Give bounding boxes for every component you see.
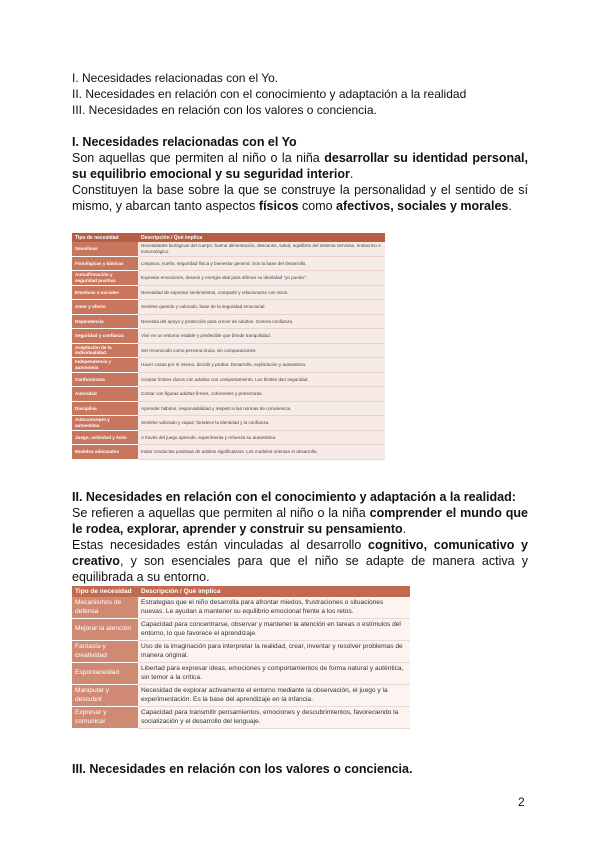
need-description-cell: Hacer cosas por sí mismo, decidir y probar. Desarrollo, exploración y autoestima. bbox=[138, 358, 385, 373]
table-row bbox=[72, 314, 385, 329]
need-type-cell: Amor y afecto bbox=[72, 300, 138, 315]
header-description: Descripción / Qué implica bbox=[138, 233, 385, 242]
toc-item-2: II. Necesidades en relación con el conocimiento y adaptación a la realidad bbox=[72, 87, 467, 101]
table-row bbox=[72, 343, 385, 358]
need-description-cell: Necesita del apoyo y protección para crecer de adultos. Genera confianza. bbox=[138, 314, 385, 329]
need-description-cell: Libertad para expresar ideas, emociones y comportamientos de forma natural y auténtica, sin temor a la crítica. bbox=[138, 663, 410, 685]
need-type-cell: Espontaneidad bbox=[72, 663, 138, 685]
need-type-cell: Manipular y descubrir bbox=[72, 685, 138, 707]
need-type-cell: Autoafirmación y seguridad positiva bbox=[72, 271, 138, 286]
need-type-cell: Autoridad bbox=[72, 387, 138, 402]
page-number: 2 bbox=[518, 795, 525, 809]
need-type-cell: Conformismo bbox=[72, 372, 138, 387]
table-row bbox=[72, 707, 410, 729]
section-1 bbox=[72, 134, 528, 214]
need-description-cell: Aceptar límites claros con adultos con comportamiento. Los límites dan seguridad. bbox=[138, 372, 385, 387]
toc-item-3: III. Necesidades en relación con los valores o conciencia. bbox=[72, 103, 377, 117]
need-type-cell: Disciplina bbox=[72, 401, 138, 416]
needs-self-table bbox=[72, 233, 385, 460]
need-description-cell: A través del juego aprende, experimenta y refuerza su autoestima. bbox=[138, 430, 385, 445]
table-row bbox=[72, 372, 385, 387]
header-type: Tipo de necesidad bbox=[72, 233, 138, 242]
section-1-paragraph-2: Constituyen la base sobre la que se construye la personalidad y el sentido de sí mismo, y abarcan tanto aspectos físicos como afectivos, sociales y morales. bbox=[72, 183, 528, 213]
table-of-contents bbox=[72, 70, 466, 118]
need-description-cell: Capacidad para concentrarse, observar y mantener la atención en tareas o estímulos del entorno, lo que favorece el aprendizaje. bbox=[138, 619, 410, 641]
table-row bbox=[72, 242, 385, 256]
need-description-cell: Uso de la imaginación para interpretar la realidad, crear, inventar y resolver problemas de manera original. bbox=[138, 641, 410, 663]
table-row bbox=[72, 300, 385, 315]
need-description-cell: Limpieza, sueño, seguridad física y bienestar general. Son la base del desarrollo. bbox=[138, 256, 385, 271]
need-description-cell: Necesidades biológicas del cuerpo: buena alimentación, descanso, salud, equilibrio del sistema nervioso, endocrino e inmunológico. bbox=[138, 242, 385, 256]
section-3 bbox=[72, 761, 528, 777]
table-header-row bbox=[72, 586, 410, 597]
header-type: Tipo de necesidad bbox=[72, 586, 138, 597]
need-type-cell: Mejorar la atención bbox=[72, 619, 138, 641]
table-row bbox=[72, 430, 385, 445]
need-description-cell: Capacidad para transmitir pensamientos, emociones y descubrimientos, favoreciendo la socialización y el desarrollo del lenguaje. bbox=[138, 707, 410, 729]
section-2-paragraph-1: Se refieren a aquellas que permiten al niño o la niña comprender el mundo que le rodea, explorar, aprender y construir su pensamiento. bbox=[72, 506, 528, 536]
need-type-cell: Dependencia bbox=[72, 314, 138, 329]
table-row bbox=[72, 387, 385, 402]
section-1-heading: I. Necesidades relacionadas con el Yo bbox=[72, 135, 297, 149]
need-type-cell: Mecanismos de defensa bbox=[72, 597, 138, 619]
section-1-paragraph-1: Son aquellas que permiten al niño o la niña desarrollar su identidad personal, su equilibrio emocional y su seguridad interior. bbox=[72, 151, 528, 181]
need-description-cell: Necesidad de explorar activamente el entorno mediante la observación, el juego y la experimentación. Es la base del aprendizaje en la infancia. bbox=[138, 685, 410, 707]
table-row bbox=[72, 285, 385, 300]
table-header-row bbox=[72, 233, 385, 242]
table-body bbox=[72, 597, 410, 729]
table-row bbox=[72, 619, 410, 641]
section-3-heading: III. Necesidades en relación con los valores o conciencia. bbox=[72, 762, 413, 776]
need-description-cell: Ser reconocido como persona única, sin comparaciones. bbox=[138, 343, 385, 358]
need-type-cell: Seguridad y confianza bbox=[72, 329, 138, 344]
table-row bbox=[72, 416, 385, 431]
table-body bbox=[72, 242, 385, 459]
section-2-heading: II. Necesidades en relación con el conocimiento y adaptación a la realidad: bbox=[72, 490, 516, 504]
need-type-cell: Autoconcepto y autoestima bbox=[72, 416, 138, 431]
table-row bbox=[72, 641, 410, 663]
table-row bbox=[72, 401, 385, 416]
need-type-cell: Expresar y comunicar bbox=[72, 707, 138, 729]
need-description-cell: Contar con figuras adultas firmes, coherentes y protectoras. bbox=[138, 387, 385, 402]
section-2 bbox=[72, 489, 528, 585]
table-row bbox=[72, 256, 385, 271]
table-row bbox=[72, 358, 385, 373]
need-type-cell: Aceptación de la individualidad bbox=[72, 343, 138, 358]
need-description-cell: Expresar emociones, deseos y energía vital para afirmar su identidad "yo puedo". bbox=[138, 271, 385, 286]
need-description-cell: Necesidad de expresar sentimientos, compartir y relacionarse con otros. bbox=[138, 285, 385, 300]
need-type-cell: Independencia y autonomía bbox=[72, 358, 138, 373]
need-type-cell: Fantasía y creatividad bbox=[72, 641, 138, 663]
need-type-cell: Sensitivas bbox=[72, 242, 138, 256]
section-2-paragraph-2: Estas necesidades están vinculadas al desarrollo cognitivo, comunicativo y creativo, y son esenciales para que el niño se adapte de manera activa y equilibrada a su entorno. bbox=[72, 538, 528, 584]
need-type-cell: Fisiológicas y básicas bbox=[72, 256, 138, 271]
table-row bbox=[72, 685, 410, 707]
need-description-cell: Sentirse valorado y capaz; fortalece la identidad y la confianza. bbox=[138, 416, 385, 431]
table-row bbox=[72, 271, 385, 286]
need-type-cell: Juego, actividad y éxito bbox=[72, 430, 138, 445]
need-description-cell: Estrategias que el niño desarrolla para afrontar miedos, frustraciones o situaciones nuevas. Le ayudan a mantener su equilibrio emocional frente a los retos. bbox=[138, 597, 410, 619]
table-row bbox=[72, 663, 410, 685]
need-type-cell: Emotivas o sociales bbox=[72, 285, 138, 300]
need-description-cell: Sentirse querido y valorado, base de la seguridad emocional. bbox=[138, 300, 385, 315]
need-type-cell: Modelos adecuados bbox=[72, 445, 138, 460]
need-description-cell: Aprender hábitos, responsabilidad y respeto a las normas de convivencia. bbox=[138, 401, 385, 416]
toc-item-1: I. Necesidades relacionadas con el Yo. bbox=[72, 71, 279, 85]
table-row bbox=[72, 329, 385, 344]
need-description-cell: Imitar conductas positivas de adultos significativos. Los modelos orientan el desarrollo. bbox=[138, 445, 385, 460]
needs-knowledge-table bbox=[72, 586, 410, 729]
table-row bbox=[72, 445, 385, 460]
need-description-cell: Vivir en un entorno estable y predecible que brinde tranquilidad. bbox=[138, 329, 385, 344]
table-row bbox=[72, 597, 410, 619]
header-description: Descripción / Qué implica bbox=[138, 586, 410, 597]
